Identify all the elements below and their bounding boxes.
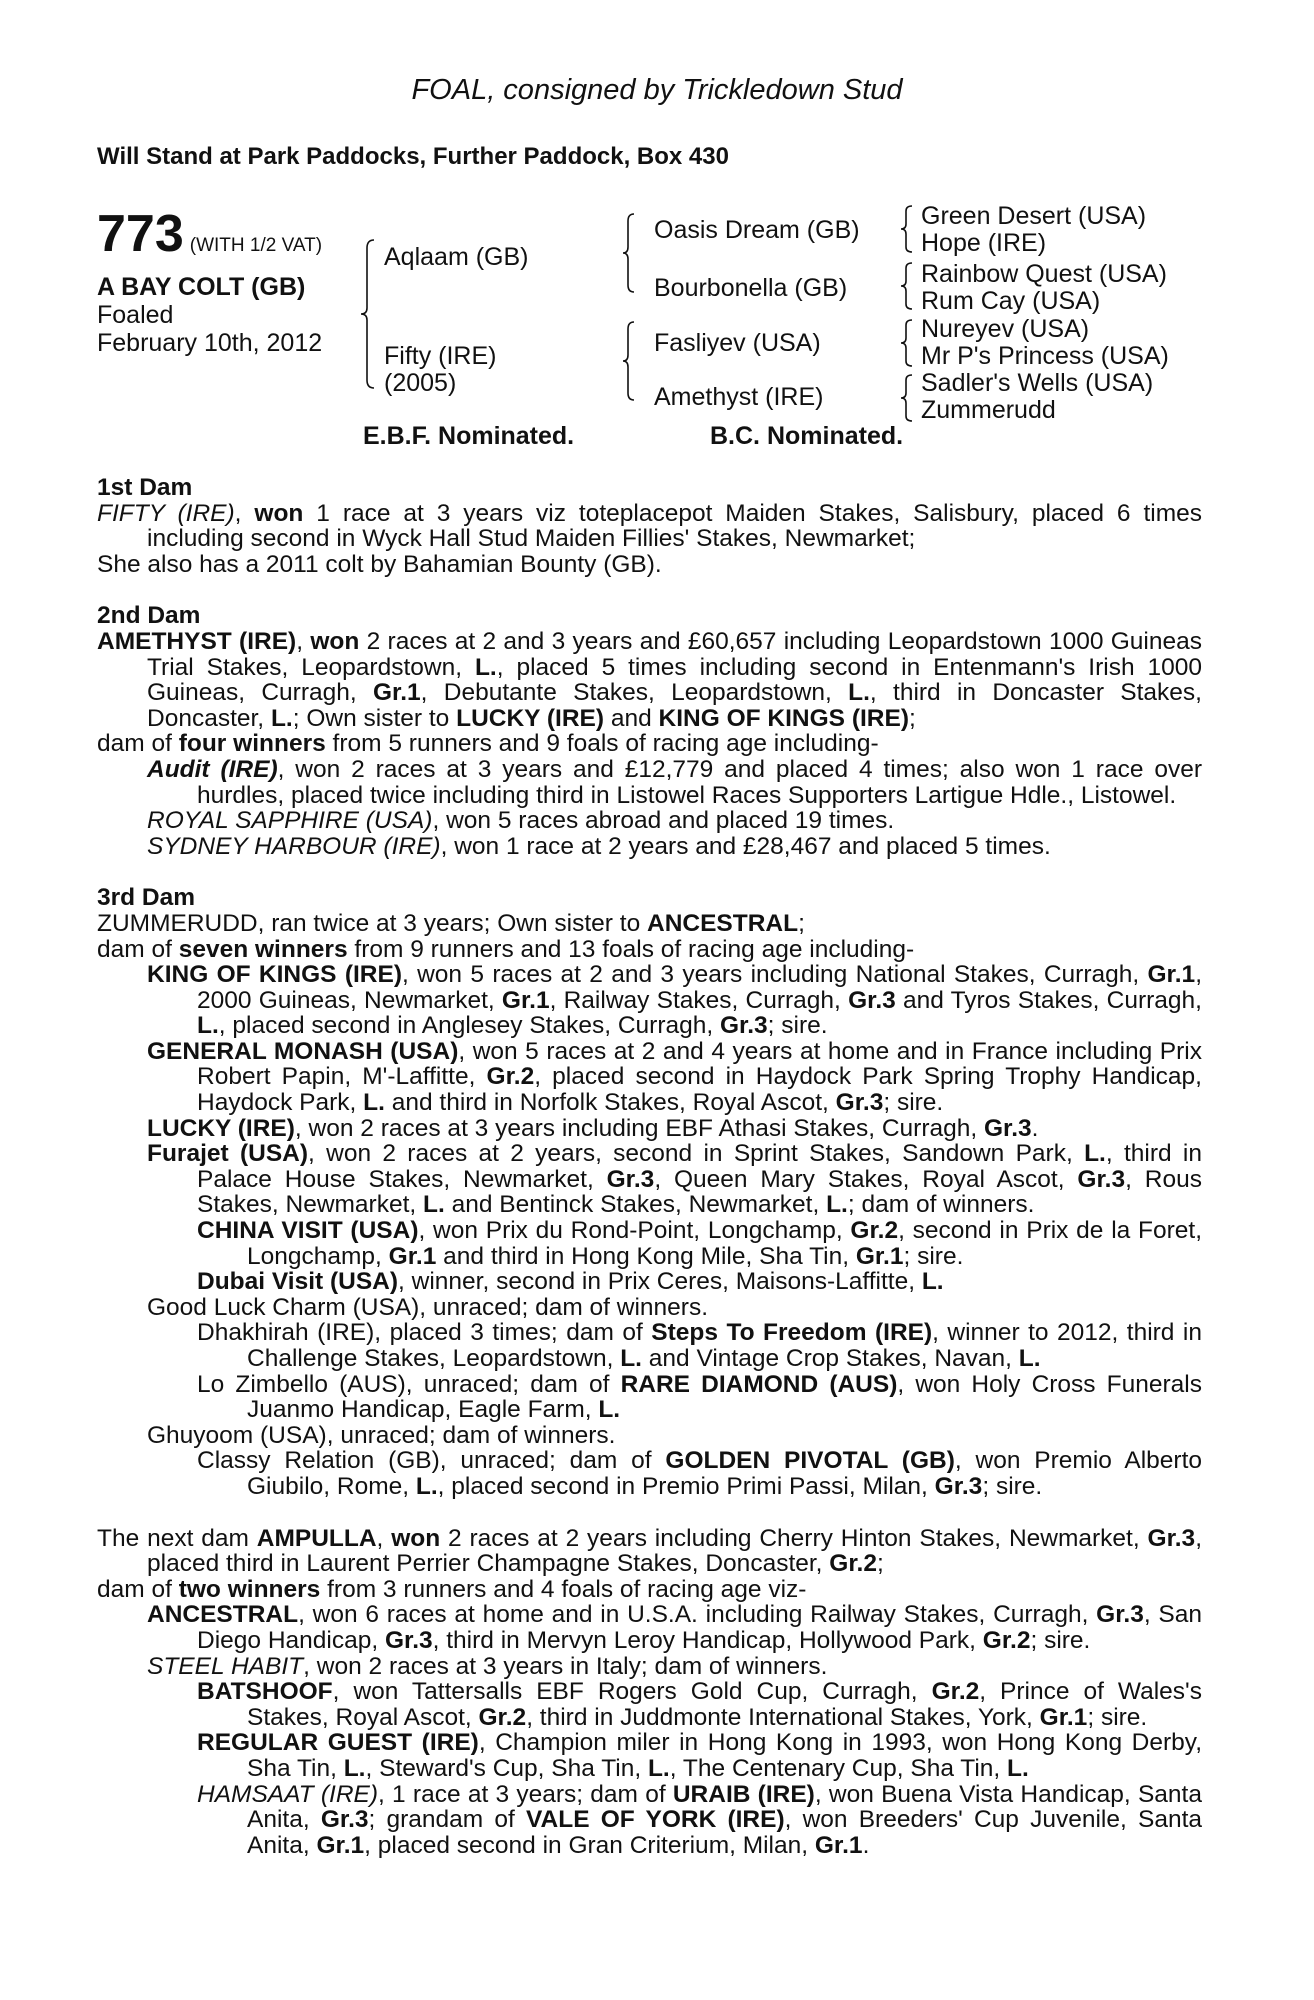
produce-dhakhirah: Dhakhirah (IRE), placed 3 times; dam of Steps To Freedom (IRE), winner to 2012, third in Challenge Stakes, Leopardstown, L. and Vintage Crop Stakes, Navan, L. <box>197 1319 1202 1372</box>
foaled-label: Foaled <box>97 301 174 329</box>
produce-general-monash: GENERAL MONASH (USA), won 5 races at 2 and 4 years at home and in France including Prix Robert Papin, M'-Laffitte, Gr.2, placed second in Haydock Park Spring Trophy Handicap, Haydock Park, L. and third in Norfolk Stakes, Royal Ascot, Gr.3; sire. <box>147 1037 1202 1117</box>
produce-china-visit: CHINA VISIT (USA), won Prix du Rond-Point, Longchamp, Gr.2, second in Prix de la Foret, Longchamp, Gr.1 and third in Hong Kong Mile, Sha Tin, Gr.1; sire. <box>197 1217 1202 1270</box>
produce-sydney-harbour: SYDNEY HARBOUR (IRE), won 1 race at 2 years and £28,467 and placed 5 times. <box>147 832 1051 860</box>
produce-lo-zimbello: Lo Zimbello (AUS), unraced; dam of RARE DIAMOND (AUS), won Holy Cross Funerals Juanmo Handicap, Eagle Farm, L. <box>197 1370 1202 1424</box>
produce-batshoof: BATSHOOF, won Tattersalls EBF Rogers Gold Cup, Curragh, Gr.2, Prince of Wales's Stakes, Royal Ascot, Gr.2, third in Juddmonte International Stakes, York, Gr.1; sire. <box>197 1678 1202 1731</box>
next-dam-produce-summary: dam of two winners from 3 runners and 4 foals of racing age viz- <box>97 1575 807 1603</box>
pedigree-dsd: Mr P's Princess (USA) <box>921 342 1169 370</box>
pedigree-sds: Rainbow Quest (USA) <box>921 260 1167 288</box>
next-dam-record: The next dam AMPULLA, won 2 races at 2 years including Cherry Hinton Stakes, Newmarket, Gr.3, placed third in Laurent Perrier Champagne Stakes, Doncaster, Gr.2; <box>97 1524 1203 1578</box>
first-dam-heading: 1st Dam <box>97 474 193 501</box>
stand-location: Will Stand at Park Paddocks, Further Paddock, Box 430 <box>97 143 729 170</box>
produce-king-of-kings: KING OF KINGS (IRE), won 5 races at 2 and 3 years including National Stakes, Curragh, Gr.1, 2000 Guineas, Newmarket, Gr.1, Railway Stakes, Curragh, Gr.3 and Tyros Stakes, Curragh, L., placed second in Anglesey Stakes, Curragh, Gr.3; sire. <box>147 961 1202 1040</box>
foaled-date: February 10th, 2012 <box>97 329 323 357</box>
pedigree-brace-dam <box>622 320 636 402</box>
pedigree-brace-gen1 <box>360 238 376 390</box>
pedigree-brace-oasis <box>900 204 914 254</box>
bc-nominated: B.C. Nominated. <box>710 422 904 450</box>
produce-royal-sapphire: ROYAL SAPPHIRE (USA), won 5 races abroad and placed 19 times. <box>147 807 895 835</box>
produce-ghuyoom: Ghuyoom (USA), unraced; dam of winners. <box>147 1421 616 1449</box>
lot-number: 773 <box>97 205 184 263</box>
produce-hamsaat: HAMSAAT (IRE), 1 race at 3 years; dam of URAIB (IRE), won Buena Vista Handicap, Santa Anita, Gr.3; grandam of VALE OF YORK (IRE), won Breeders' Cup Juvenile, Santa Anita, Gr.1, placed second in Gran Criterium, Milan, Gr.1. <box>197 1780 1203 1859</box>
pedigree-brace-amethyst <box>900 373 914 423</box>
pedigree-sire: Aqlaam (GB) <box>384 243 529 271</box>
pedigree-sss: Green Desert (USA) <box>921 202 1147 230</box>
first-dam-produce: She also has a 2011 colt by Bahamian Bounty (GB). <box>97 550 662 578</box>
lot-name: A BAY COLT (GB) <box>97 273 306 301</box>
second-dam-produce-summary: dam of four winners from 5 runners and 9 foals of racing age including- <box>97 730 879 758</box>
pedigree-dam-dam: Amethyst (IRE) <box>654 383 824 411</box>
pedigree-sdd: Rum Cay (USA) <box>921 287 1101 315</box>
pedigree-dam: Fifty (IRE) <box>384 342 497 370</box>
second-dam-record: AMETHYST (IRE), won 2 races at 2 and 3 years and £60,657 including Leopardstown 1000 Guineas Trial Stakes, Leopardstown, L., placed 5 times including second in Entenmann's Irish 1000 Guineas, Curragh, Gr.1, Debutante Stakes, Leopardstown, L., third in Doncaster Stakes, Doncaster, L.; Own sister to LUCKY (IRE) and KING OF KINGS (IRE); <box>97 627 1203 732</box>
produce-good-luck-charm: Good Luck Charm (USA), unraced; dam of winners. <box>147 1293 709 1321</box>
catalogue-body <box>97 475 1202 1858</box>
second-dam-heading: 2nd Dam <box>97 602 201 630</box>
third-dam-heading: 3rd Dam <box>97 884 196 912</box>
pedigree-ssd: Hope (IRE) <box>921 229 1047 257</box>
lot-number-line <box>97 204 322 264</box>
first-dam-record: FIFTY (IRE), won 1 race at 3 years viz toteplacepot Maiden Stakes, Salisbury, placed 6 times including second in Wyck Hall Stud Maiden Fillies' Stakes, Newmarket; <box>97 499 1202 553</box>
vat-note: (WITH 1/2 VAT) <box>189 235 323 256</box>
pedigree-brace-bourbonella <box>900 261 914 311</box>
produce-audit: Audit (IRE), won 2 races at 3 years and £12,779 and placed 4 times; also won 1 race over hurdles, placed twice including third in Listowel Races Supporters Lartigue Hdle., Listowel. <box>147 755 1202 809</box>
pedigree-dss: Nureyev (USA) <box>921 315 1090 343</box>
produce-dubai-visit: Dubai Visit (USA), winner, second in Prix Ceres, Maisons-Laffitte, L. <box>197 1268 944 1296</box>
pedigree-sire-dam: Bourbonella (GB) <box>654 274 848 302</box>
pedigree-dam-year: (2005) <box>384 369 457 397</box>
pedigree-sire-sire: Oasis Dream (GB) <box>654 216 860 244</box>
produce-ancestral: ANCESTRAL, won 6 races at home and in U.S.A. including Railway Stakes, Curragh, Gr.3, San Diego Handicap, Gr.3, third in Mervyn Leroy Handicap, Hollywood Park, Gr.2; sire. <box>147 1601 1202 1654</box>
produce-lucky: LUCKY (IRE), won 2 races at 3 years including EBF Athasi Stakes, Curragh, Gr.3. <box>147 1114 1039 1142</box>
produce-regular-guest: REGULAR GUEST (IRE), Champion miler in Hong Kong in 1993, won Hong Kong Derby, Sha Tin, L., Steward's Cup, Sha Tin, L., The Centenary Cup, Sha Tin, L. <box>197 1729 1202 1782</box>
pedigree-dds: Sadler's Wells (USA) <box>921 369 1154 397</box>
pedigree-ddd: Zummerudd <box>921 396 1056 424</box>
produce-steel-habit: STEEL HABIT, won 2 races at 3 years in Italy; dam of winners. <box>147 1652 828 1680</box>
produce-classy-relation: Classy Relation (GB), unraced; dam of GOLDEN PIVOTAL (GB), won Premio Alberto Giubilo, Rome, L., placed second in Premio Primi Passi, Milan, Gr.3; sire. <box>197 1447 1202 1500</box>
pedigree-brace-fasliyev <box>900 318 914 368</box>
ebf-nominated: E.B.F. Nominated. <box>363 422 575 450</box>
produce-furajet: Furajet (USA), won 2 races at 2 years, second in Sprint Stakes, Sandown Park, L., third in Palace House Stakes, Newmarket, Gr.3, Queen Mary Stakes, Royal Ascot, Gr.3, Rous Stakes, Newmarket, L. and Bentinck Stakes, Newmarket, L.; dam of winners. <box>147 1140 1202 1219</box>
third-dam-produce-summary: dam of seven winners from 9 runners and 13 foals of racing age including- <box>97 935 915 963</box>
third-dam-record: ZUMMERUDD, ran twice at 3 years; Own sister to ANCESTRAL; <box>97 909 805 937</box>
page-title: FOAL, consigned by Trickledown Stud <box>411 74 903 106</box>
pedigree-dam-sire: Fasliyev (USA) <box>654 329 821 357</box>
pedigree-brace-sire <box>622 212 636 294</box>
